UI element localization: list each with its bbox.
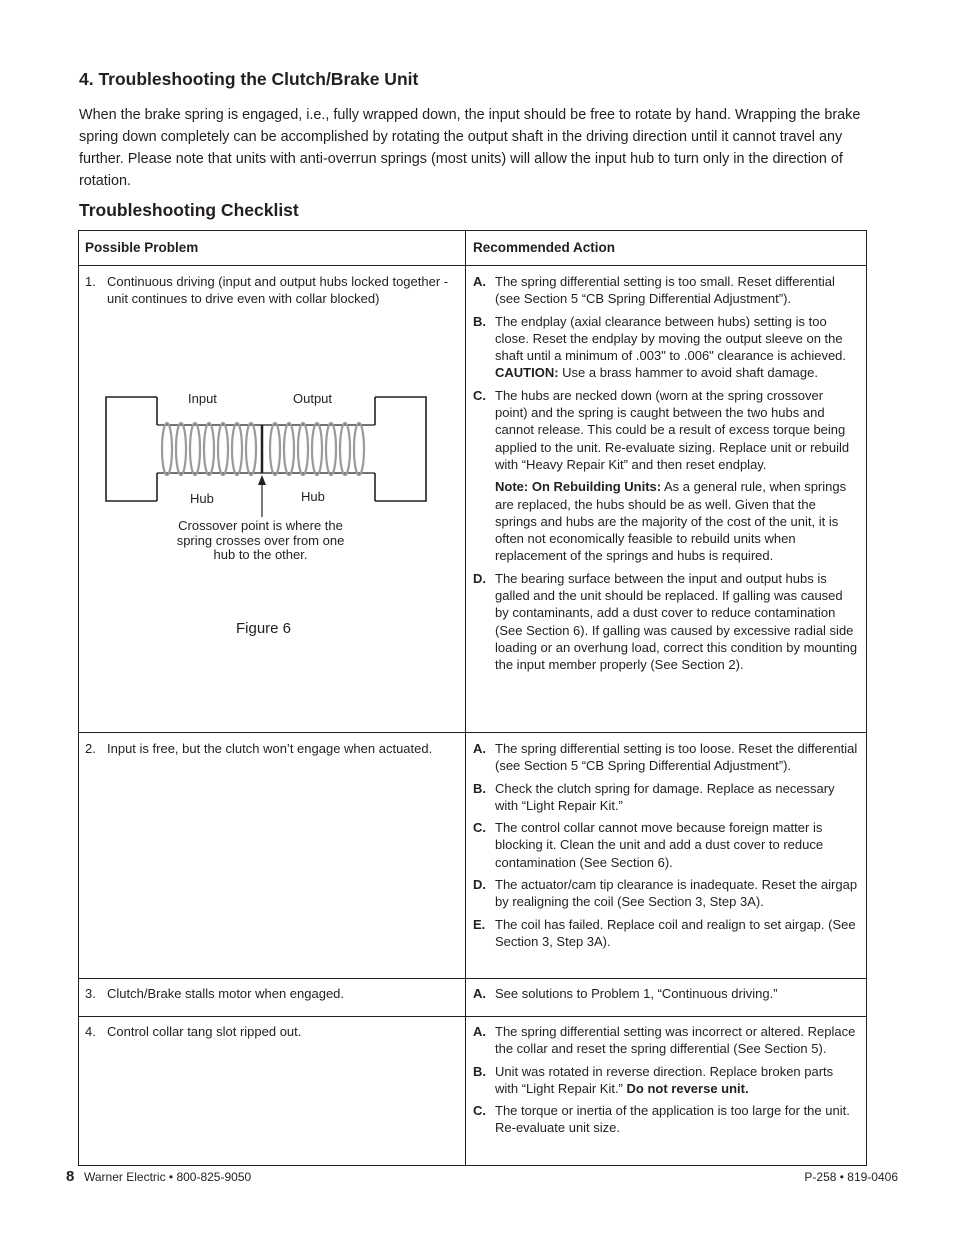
action-text: The actuator/cam tip clearance is inadequate. Reset the airgap by realigning the coil (See Section 3, Step 3A). (495, 877, 858, 910)
header-recommended-action: Recommended Action (473, 240, 616, 255)
row-divider-3 (79, 1016, 866, 1017)
problem-1 (85, 273, 457, 308)
action-letter: C. (473, 820, 486, 836)
action-text: The control collar cannot move because foreign matter is blocking it. Clean the unit and add a dust cover to reduce contamination (See Section 6). (495, 820, 824, 870)
action-text: See solutions to Problem 1, “Continuous driving.” (495, 986, 778, 1001)
actions-1 (473, 273, 859, 679)
header-divider (79, 265, 866, 266)
action-text: The torque or inertia of the application is too large for the unit. Re-evaluate unit size. (495, 1103, 850, 1136)
caution-label: CAUTION: (495, 365, 559, 381)
action-letter: D. (473, 877, 486, 893)
action-letter: A. (473, 274, 486, 289)
action-letter: B. (473, 313, 486, 329)
action-text: The endplay (axial clearance between hubs) setting is too close. Reset the endplay by moving the output sleeve on the shaft until a minimum of .003" to .006" clearance is achieved. (495, 313, 847, 364)
label-hub-right: Hub (301, 489, 325, 504)
column-divider (465, 231, 466, 1165)
action-item (473, 1063, 859, 1098)
rebuild-note (495, 478, 859, 564)
footer-company: Warner Electric • 800-825-9050 (84, 1170, 252, 1184)
figure-label: Figure 6 (236, 620, 292, 637)
problem-4 (85, 1023, 457, 1040)
section-heading: 4. Troubleshooting the Clutch/Brake Unit (79, 69, 419, 89)
problem-text: Clutch/Brake stalls motor when engaged. (107, 986, 345, 1001)
footer-doc-code: P-258 • 819-0406 (804, 1170, 898, 1184)
problem-number: 2. (85, 741, 96, 756)
problem-number: 4. (85, 1024, 96, 1039)
action-text: The spring differential setting was incorrect or altered. Replace the collar and reset the spring differential (See Section 5). (495, 1024, 856, 1057)
action-item (473, 985, 859, 1002)
label-input: Input (188, 391, 217, 406)
action-letter: A. (473, 741, 486, 756)
problem-text: Continuous driving (input and output hubs locked together - unit continues to drive even with collar blocked) (107, 274, 449, 307)
action-letter: A. (473, 986, 486, 1001)
actions-3 (473, 985, 859, 1007)
label-hub-left: Hub (190, 491, 214, 506)
action-letter: A. (473, 1024, 486, 1039)
action-letter: E. (473, 916, 486, 932)
action-text: The coil has failed. Replace coil and realign to set airgap. (See Section 3, Step 3A). (495, 916, 856, 949)
action-letter: B. (473, 1063, 486, 1079)
intro-paragraph: When the brake spring is engaged, i.e., fully wrapped down, the input should be free to rotate by hand. Wrapping the brake spring down completely can be accomplished by rotating the output shaft in the driving direction until it cannot travel any further. Please note that units with anti-overrun springs (most units) will allow the input hub to turn only in the direction of rotation. (79, 107, 861, 189)
actions-4 (473, 1023, 859, 1142)
action-item (473, 1102, 859, 1137)
action-item (473, 780, 859, 815)
action-item (473, 387, 859, 473)
label-output: Output (293, 391, 333, 406)
action-item (473, 1023, 859, 1058)
row-divider-1 (79, 732, 866, 733)
action-text-after: Use a brass hammer to avoid shaft damage. (562, 365, 818, 381)
problem-text: Control collar tang slot ripped out. (107, 1024, 302, 1039)
action-text: The hubs are necked down (worn at the spring crossover point) and the spring is caught between the two hubs and cannot release. This could be a result of excess torque being applied to the unit. Re-evaluate sizing. Replace unit or rebuild with “Heavy Repair Kit” and then reset endplay. (495, 387, 850, 472)
troubleshooting-table (78, 230, 867, 1166)
action-item (473, 819, 859, 871)
problem-number: 1. (85, 274, 96, 289)
action-text-wrap (495, 1063, 859, 1098)
action-text-wrap (495, 313, 859, 382)
action-text: The bearing surface between the input and output hubs is galled and the unit should be replaced. If galling was caused by contaminants, add a dust cover to reduce contamination (See Section 6). If galling was caused by excessive radial side loading or an overhung load, correct this condition by mounting the input member properly (See Section 2). (495, 570, 858, 673)
actions-2 (473, 740, 859, 955)
action-text: The spring differential setting is too small. Reset differential (see Section 5 “CB Spring Differential Adjustment”). (495, 274, 835, 307)
action-item (473, 273, 859, 308)
action-item (473, 916, 859, 951)
action-item (473, 570, 859, 674)
figure-6 (103, 381, 443, 641)
problem-2 (85, 740, 457, 757)
action-letter: D. (473, 570, 486, 586)
action-item (473, 313, 859, 382)
action-item (473, 740, 859, 775)
header-possible-problem: Possible Problem (85, 240, 199, 255)
note-text: As a general rule, when springs are replaced, the hubs should be as well. Given that the springs and hubs are the majority of the cost of the unit, it is often not economically feasible to rebuild units when replacement of the springs and hubs is required. (495, 479, 847, 564)
action-item (473, 876, 859, 911)
crossover-caption: Crossover point is where the spring crosses over from one hub to the other. (176, 518, 345, 562)
problem-text: Input is free, but the clutch won’t engage when actuated. (107, 741, 433, 756)
action-text: Check the clutch spring for damage. Replace as necessary with “Light Repair Kit.” (495, 780, 835, 813)
page-number: 8 (66, 1168, 75, 1185)
action-text: The spring differential setting is too loose. Reset the differential (see Section 5 “CB Spring Differential Adjustment”). (495, 741, 858, 774)
action-letter: C. (473, 387, 486, 403)
problem-number: 3. (85, 986, 96, 1001)
action-letter: B. (473, 780, 486, 796)
row-divider-2 (79, 978, 866, 979)
note-label: Note: On Rebuilding Units: (495, 479, 662, 495)
spring-hub-diagram (103, 381, 443, 521)
problem-3 (85, 985, 457, 1002)
action-letter: C. (473, 1103, 486, 1119)
warning-text: Do not reverse unit. (626, 1080, 749, 1096)
action-text: Unit was rotated in reverse direction. Replace broken parts with “Light Repair Kit.” (495, 1063, 834, 1096)
checklist-heading: Troubleshooting Checklist (79, 200, 299, 220)
